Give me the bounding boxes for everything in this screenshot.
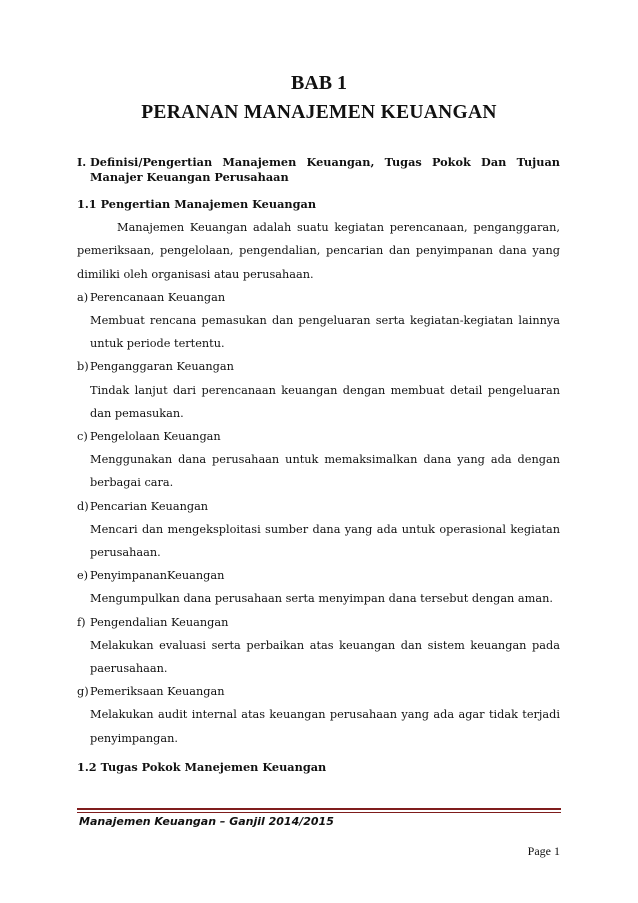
- list-marker: f): [77, 615, 86, 629]
- list-item-description: Menggunakan dana perusahaan untuk memaksimalkan dana yang ada dengan berbagai cara.: [90, 453, 560, 490]
- page-number: Page 1: [527, 844, 560, 858]
- intro-paragraph: Manajemen Keuangan adalah suatu kegiatan perencanaan, penganggaran, pemeriksaan, pengelolaan, pengendalian, pencarian dan penyimpanan dana yang dimiliki oleh organisasi atau perusahaan.: [77, 221, 560, 281]
- list-item-description: Melakukan evaluasi serta perbaikan atas keuangan dan sistem keuangan pada paerusahaan.: [90, 638, 560, 676]
- list-item-description: Melakukan audit internal atas keuangan perusahaan yang ada agar tidak terjadi penyimpangan.: [90, 708, 560, 745]
- list-item: [77, 564, 560, 610]
- chapter-title: PERANAN MANAJEMEN KEUANGAN: [141, 102, 497, 123]
- list-label-text: PenyimpananKeuangan: [90, 569, 225, 583]
- list-marker: c): [77, 430, 88, 444]
- list-item: [77, 680, 560, 750]
- list-item-description: Mengumpulkan dana perusahaan serta menyimpan dana tersebut dengan aman.: [90, 592, 553, 606]
- list-label-text: Pemeriksaan Keuangan: [90, 685, 225, 699]
- list-marker: e): [77, 569, 89, 583]
- list-item-description: Tindak lanjut dari perencanaan keuangan dengan membuat detail pengeluaran dan pemasukan.: [90, 383, 560, 420]
- body-content: [77, 155, 560, 779]
- list-label-text: Perencanaan Keuangan: [90, 290, 226, 304]
- list-marker: g): [77, 685, 89, 699]
- section-number: I.: [77, 155, 87, 169]
- list-item-description: Membuat rencana pemasukan dan pengeluaran serta kegiatan-kegiatan lainnya untuk periode tertentu.: [90, 314, 560, 351]
- list-item-label: [77, 680, 560, 703]
- list-item: [77, 286, 560, 356]
- list-marker: b): [77, 360, 89, 374]
- list-label-text: Penganggaran Keuangan: [90, 360, 234, 374]
- list-item: [77, 495, 560, 565]
- footer-rule: [77, 808, 561, 810]
- section-heading: [77, 155, 560, 185]
- list-item-label: [77, 564, 560, 587]
- list-item-label: [77, 611, 560, 634]
- list-item-description: Mencari dan mengeksploitasi sumber dana yang ada untuk operasional kegiatan perusahaan.: [90, 522, 560, 560]
- list-item: [77, 425, 560, 495]
- section-title: Definisi/Pengertian Manajemen Keuangan, Tugas Pokok Dan Tujuan Manajer Keuangan Perusahaan: [90, 155, 560, 184]
- list-label-text: Pencarian Keuangan: [90, 499, 209, 513]
- list-item-label: [77, 495, 560, 518]
- subsection-heading-1-2: 1.2 Tugas Pokok Manejemen Keuangan: [77, 759, 327, 774]
- list-label-text: Pengelolaan Keuangan: [90, 430, 221, 444]
- list-item-label: [77, 355, 560, 378]
- subsection-heading-1-1: 1.1 Pengertian Manajemen Keuangan: [77, 197, 317, 211]
- list-item-label: [77, 286, 560, 309]
- list-marker: a): [77, 290, 89, 304]
- list-item: [77, 611, 560, 681]
- footer-rule-thin: [77, 812, 561, 813]
- list-marker: d): [77, 499, 89, 513]
- list-item: [77, 355, 560, 425]
- footer-text: Manajemen Keuangan – Ganjil 2014/2015: [79, 815, 334, 828]
- chapter-heading: BAB 1: [290, 72, 348, 94]
- list-label-text: Pengendalian Keuangan: [90, 615, 229, 629]
- list-item-label: [77, 425, 560, 448]
